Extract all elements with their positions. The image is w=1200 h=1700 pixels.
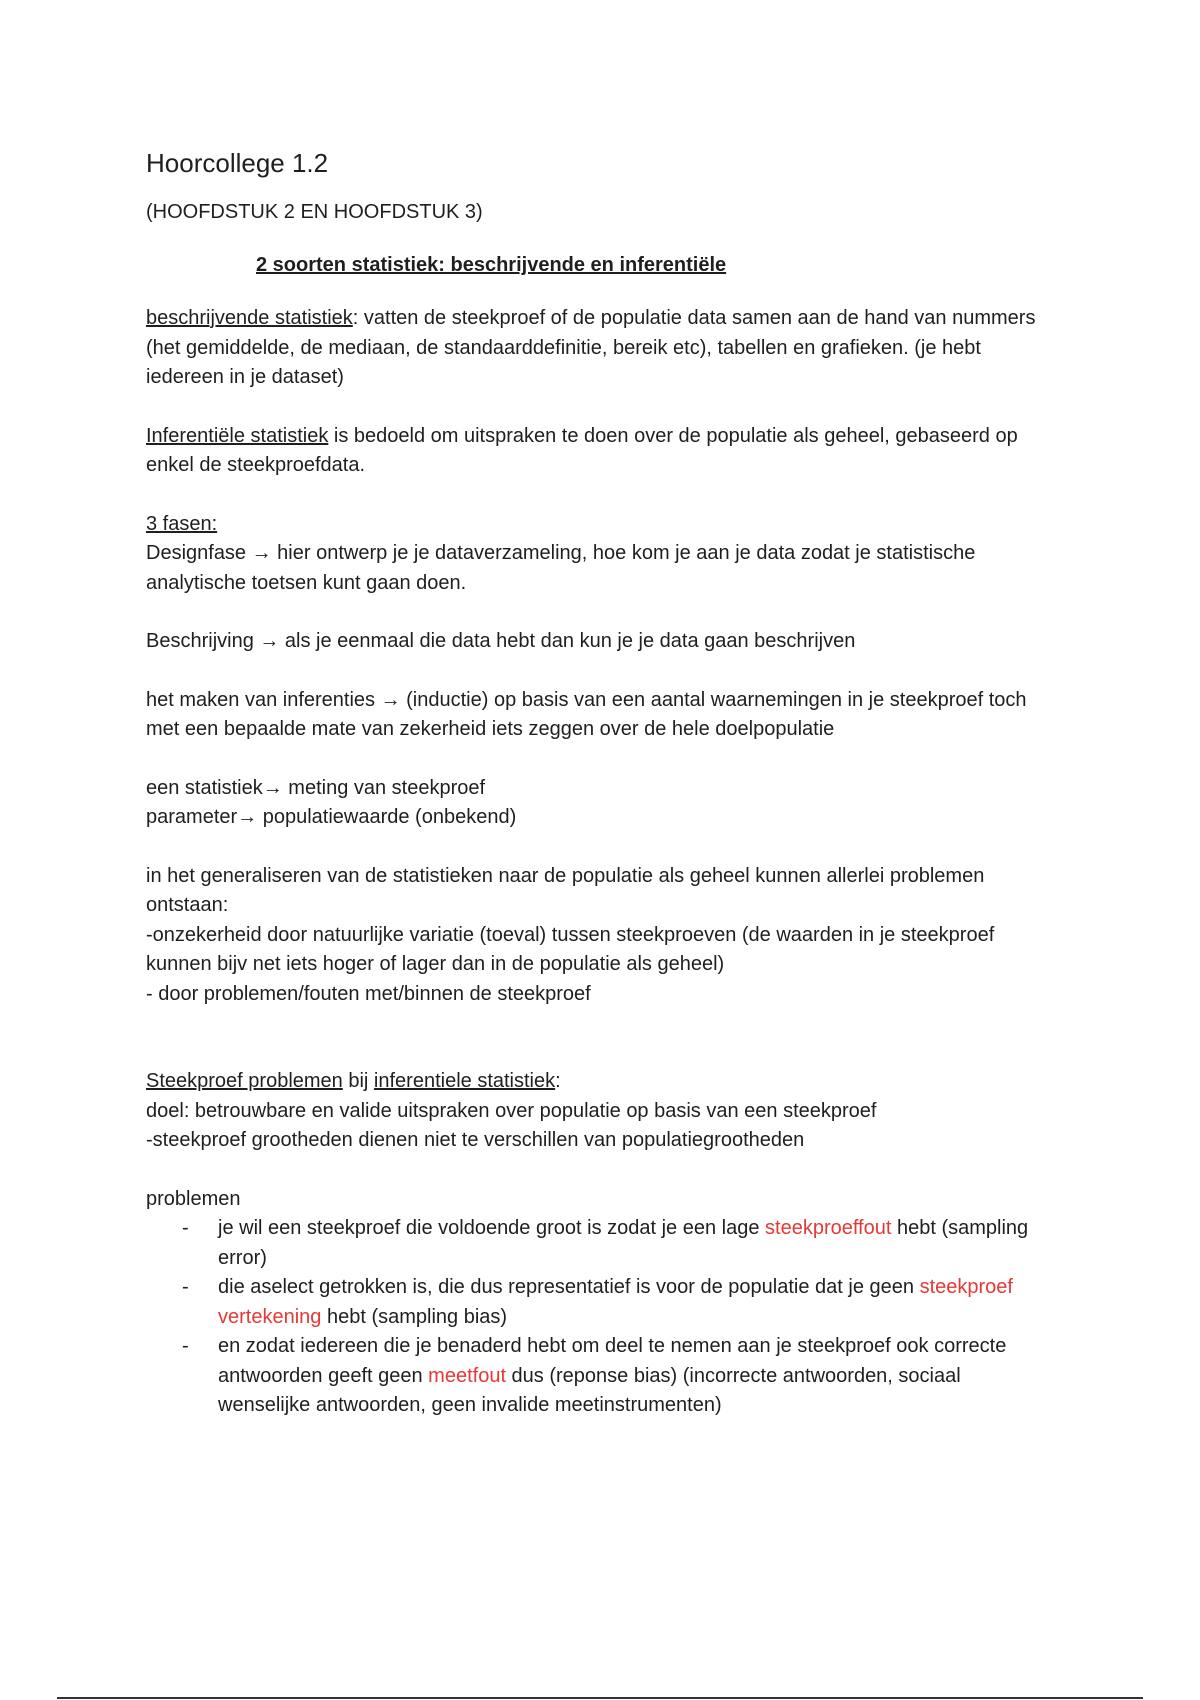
sample-problems-point: -steekproef grootheden dienen niet te verschillen van populatiegrootheden — [146, 1129, 805, 1151]
definitions-block — [146, 774, 1046, 833]
sample-problems-colon: : — [555, 1070, 561, 1092]
definition-parameter: parameter→ populatiewaarde (onbekend) — [146, 806, 517, 828]
problems-list — [146, 1214, 1046, 1421]
item-text-after: dus (reponse bias) (incorrecte antwoorden, sociaal wenselijke antwoorden, geen invalide meetinstrumenten) — [218, 1364, 961, 1416]
term-inferential: Inferentiële statistiek — [146, 424, 329, 447]
paragraph-inferential — [146, 422, 1046, 481]
sample-problems-block — [146, 1067, 1046, 1156]
sample-problems-mid: bij — [342, 1070, 374, 1092]
generalisation-intro: in het generaliseren van de statistieken naar de populatie als geheel kunnen allerlei problemen ontstaan: — [146, 864, 985, 916]
highlight-meetfout: meetfout — [428, 1364, 506, 1387]
term-descriptive: beschrijvende statistiek — [146, 307, 353, 329]
term-sample-problems: Steekproef problemen — [146, 1070, 343, 1092]
list-bullet: - — [182, 1335, 189, 1357]
generalisation-block — [146, 862, 1046, 1010]
item-text-after: hebt (sampling error) — [218, 1217, 1029, 1269]
document-title: Hoorcollege 1.2 — [146, 148, 329, 178]
section-heading — [146, 254, 1046, 277]
highlight-steekproef-vertekening: steekproef vertekening — [218, 1276, 1013, 1328]
phases-label: 3 fasen: — [146, 512, 218, 535]
item-text-before: en zodat iedereen die je benaderd hebt om deel te nemen aan je steekproef ook correcte antwoorden geeft geen — [218, 1335, 1007, 1387]
term-inferentiele: inferentiele statistiek — [373, 1070, 556, 1092]
item-text-after: hebt (sampling bias) — [321, 1305, 508, 1328]
list-bullet: - — [182, 1217, 189, 1239]
footer-divider — [57, 1697, 1143, 1699]
phase-inference: het maken van inferenties → (inductie) op basis van een aantal waarnemingen in je steekproef toch met een bepaalde mate van zekerheid iets zeggen over de hele doelpopulatie — [146, 688, 1027, 740]
list-item — [182, 1214, 1046, 1273]
definition-statistic: een statistiek→ meting van steekproef — [146, 776, 486, 799]
generalisation-point2: - door problemen/fouten met/binnen de steekproef — [146, 982, 591, 1005]
list-item — [182, 1332, 1046, 1421]
problems-label: problemen — [146, 1187, 241, 1210]
document-page — [146, 140, 1046, 1421]
paragraph-descriptive — [146, 304, 1046, 393]
text-inferential: is bedoeld om uitspraken te doen over de populatie als geheel, gebaseerd op enkel de steekproefdata. — [146, 424, 1018, 476]
phase-description: Beschrijving → als je eenmaal die data hebt dan kun je je data gaan beschrijven — [146, 630, 856, 652]
text-descriptive: : vatten de steekproef of de populatie data samen aan de hand van nummers (het gemiddelde, de mediaan, de standaarddefinitie, bereik etc), tabellen en grafieken. (je hebt iedereen in je dataset) — [146, 307, 1036, 388]
item-text-before: je wil een steekproef die voldoende groot is zodat je een lage — [218, 1217, 766, 1239]
phase-design: Designfase → hier ontwerp je je dataverzameling, hoe kom je aan je data zodat je statistische analytische toetsen kunt gaan doen. — [146, 542, 976, 594]
item-text-before: die aselect getrokken is, die dus representatief is voor de populatie dat je geen — [218, 1276, 920, 1298]
document-subtitle: (HOOFDSTUK 2 EN HOOFDSTUK 3) — [146, 201, 483, 223]
sample-problems-goal: doel: betrouwbare en valide uitspraken over populatie op basis van een steekproef — [146, 1099, 877, 1122]
list-item — [182, 1273, 1046, 1332]
phases-block — [146, 510, 1046, 599]
highlight-steekproeffout: steekproeffout — [765, 1217, 892, 1239]
generalisation-point1: -onzekerheid door natuurlijke variatie (toeval) tussen steekproeven (de waarden in je steekproef kunnen bijv net iets hoger of lager dan in de populatie als geheel) — [146, 923, 995, 975]
heading-text: 2 soorten statistiek: beschrijvende en inferentiële — [256, 254, 727, 276]
list-bullet: - — [182, 1276, 189, 1298]
